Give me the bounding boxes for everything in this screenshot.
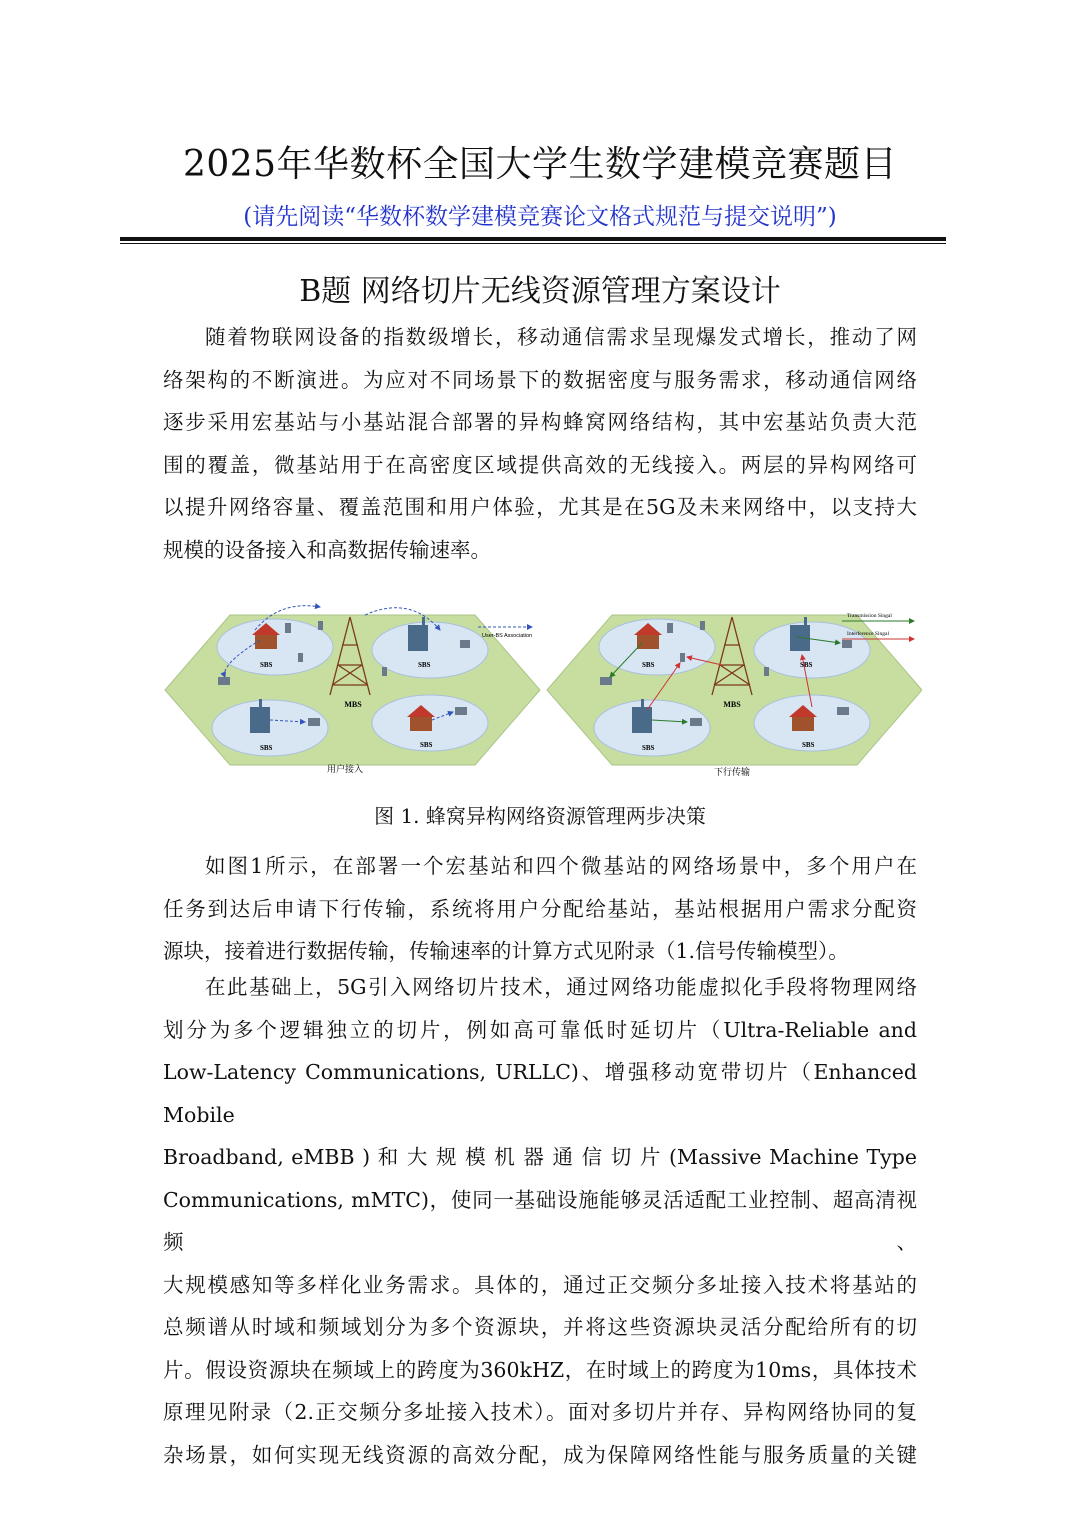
page-title: 2025年华数杯全国大学生数学建模竞赛题目 — [182, 144, 898, 185]
sbs-cell — [372, 622, 488, 678]
paragraph-line: 大规模感知等多样化业务需求。具体的，通过正交频分多址接入技术将基站的 — [163, 1272, 917, 1297]
paragraph-line: 划分为多个逻辑独立的切片，例如高可靠低时延切片（Ultra-Reliable and — [163, 1017, 917, 1042]
paragraph-line: 以提升网络容量、覆盖范围和用户体验，尤其是在5G及未来网络中，以支持大 — [163, 495, 917, 519]
network-figure — [160, 595, 922, 785]
intro-paragraph — [163, 316, 917, 571]
paragraph-line: 围的覆盖，微基站用于在高密度区域提供高效的无线接入。两层的异构网络可 — [163, 452, 917, 477]
slicing-paragraph — [163, 966, 917, 1476]
mbs-label: MBS — [723, 700, 741, 709]
mbs-label: MBS — [344, 700, 362, 709]
paragraph-line: 原理见附录（2.正交频分多址接入技术）。面对多切片并存、异构网络协同的复 — [163, 1400, 917, 1424]
paragraph-line: 总频谱从时域和频域划分为多个资源块，并将这些资源块灵活分配给所有的切 — [163, 1315, 917, 1339]
panel-label: 下行传输 — [713, 768, 751, 778]
figure-caption: 图 1. 蜂窝异构网络资源管理两步决策 — [374, 804, 706, 828]
reading-note: (请先阅读“华数杯数学建模竞赛论文格式规范与提交说明”) — [243, 204, 837, 230]
legend-text: Interference Singal — [847, 631, 889, 637]
right-panel-downlink — [547, 613, 922, 778]
paragraph-line: 规模的设备接入和高数据传输速率。 — [163, 537, 491, 562]
panel-label: 用户接入 — [326, 765, 364, 775]
paragraph-line: 源块，接着进行数据传输，传输速率的计算方式见附录（1.信号传输模型）。 — [163, 939, 849, 963]
scenario-paragraph — [163, 845, 917, 973]
header-rule-thick — [120, 237, 946, 241]
paragraph-line: 如图1所示，在部署一个宏基站和四个微基站的网络场景中，多个用户在 — [205, 854, 917, 878]
paragraph-line: 任务到达后申请下行传输，系统将用户分配给基站，基站根据用户需求分配资 — [163, 896, 917, 921]
sbs-label: SBS — [260, 661, 273, 669]
paragraph-line: 逐步采用宏基站与小基站混合部署的异构蜂窝网络结构，其中宏基站负责大范 — [163, 410, 917, 434]
paragraph-line: 络架构的不断演进。为应对不同场景下的数据密度与服务需求，移动通信网络 — [163, 367, 917, 392]
sbs-label: SBS — [418, 661, 431, 669]
legend-text: User-BS Association — [482, 633, 533, 639]
legend-text: Transmission Singal — [847, 613, 892, 619]
paragraph-line: 在此基础上，5G引入网络切片技术，通过网络功能虚拟化手段将物理网络 — [205, 975, 917, 999]
paragraph-line: 随着物联网设备的指数级增长，移动通信需求呈现爆发式增长，推动了网 — [205, 325, 917, 349]
sbs-label: SBS — [642, 661, 655, 669]
sbs-label: SBS — [802, 741, 815, 749]
paragraph-line: 杂场景，如何实现无线资源的高效分配，成为保障网络性能与服务质量的关键 — [163, 1442, 917, 1467]
header-rule-thin — [120, 243, 946, 244]
paragraph-line: Low-Latency Communications, URLLC)、增强移动宽带切片（Enhanced Mobile — [163, 1060, 917, 1127]
sbs-label: SBS — [420, 741, 433, 749]
paragraph-line: 片。假设资源块在频域上的跨度为360kHZ，在时域上的跨度为10ms，具体技术 — [163, 1357, 917, 1382]
problem-title: B题 网络切片无线资源管理方案设计 — [299, 274, 781, 309]
sbs-label: SBS — [800, 661, 813, 669]
paragraph-line: Broadband, eMBB ) 和 大 规 模 机 器 通 信 切 片 (Massive Machine Type — [163, 1145, 917, 1169]
sbs-label: SBS — [260, 744, 273, 752]
sbs-label: SBS — [642, 744, 655, 752]
left-panel-user-access — [165, 606, 540, 775]
paragraph-line: Communications, mMTC)，使同一基础设施能够灵活适配工业控制、超高清视频、 — [163, 1187, 917, 1254]
